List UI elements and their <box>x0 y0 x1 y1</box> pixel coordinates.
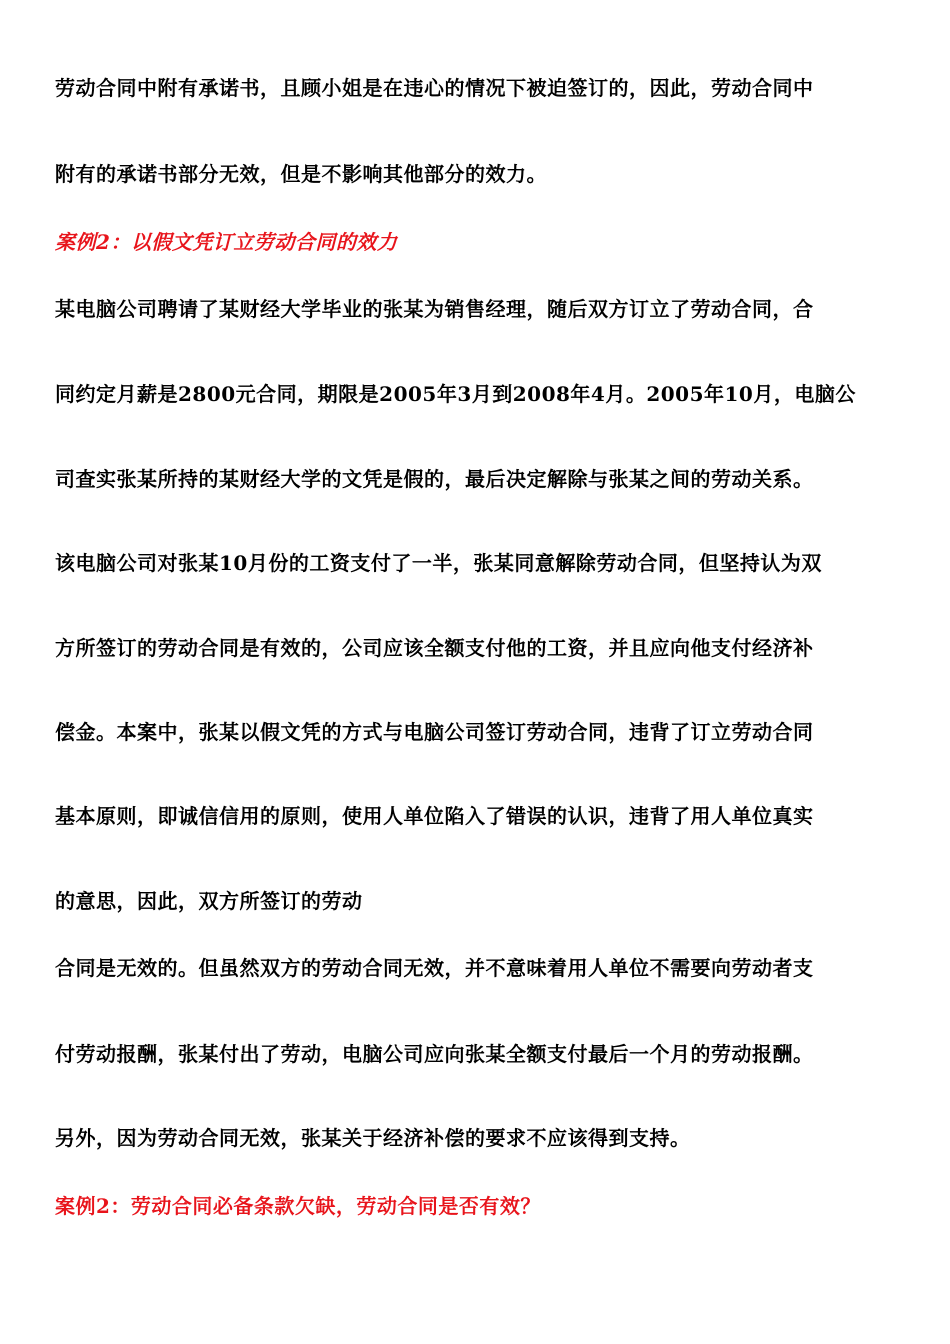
paragraph-2-line-9: 合同是无效的。但虽然双方的劳动合同无效，并不意味着用人单位不需要向劳动者支 <box>55 956 814 980</box>
paragraph-2-line-6: 偿金。本案中，张某以假文凭的方式与电脑公司签订劳动合同，违背了订立劳动合同 <box>55 720 814 744</box>
paragraph-1-line-2: 附有的承诺书部分无效，但是不影响其他部分的效力。 <box>55 162 547 186</box>
paragraph-2-line-5: 方所签订的劳动合同是有效的，公司应该全额支付他的工资，并且应向他支付经济补 <box>55 636 814 660</box>
paragraph-2-line-7: 基本原则，即诚信信用的原则，使用人单位陷入了错误的认识，违背了用人单位真实 <box>55 804 814 828</box>
paragraph-1-line-1: 劳动合同中附有承诺书，且顾小姐是在违心的情况下被迫签订的，因此，劳动合同中 <box>55 76 814 100</box>
paragraph-2-line-8: 的意思，因此，双方所签订的劳动 <box>55 889 363 913</box>
paragraph-2-line-11: 另外，因为劳动合同无效，张某关于经济补偿的要求不应该得到支持。 <box>55 1126 691 1150</box>
paragraph-2-line-4: 该电脑公司对张某10月份的工资支付了一半，张某同意解除劳动合同，但坚持认为双 <box>55 551 822 575</box>
case-2b-heading: 案例2：劳动合同必备条款欠缺，劳动合同是否有效？ <box>55 1194 541 1218</box>
paragraph-2-line-1: 某电脑公司聘请了某财经大学毕业的张某为销售经理，随后双方订立了劳动合同，合 <box>55 297 814 321</box>
paragraph-2-line-2: 同约定月薪是2800元合同，期限是2005年3月到2008年4月。2005年10月，电脑公 <box>55 382 856 406</box>
paragraph-2-line-10: 付劳动报酬，张某付出了劳动，电脑公司应向张某全额支付最后一个月的劳动报酬。 <box>55 1042 814 1066</box>
case-2-heading: 案例2：以假文凭订立劳动合同的效力 <box>55 230 398 254</box>
paragraph-2-line-3: 司查实张某所持的某财经大学的文凭是假的，最后决定解除与张某之间的劳动关系。 <box>55 467 814 491</box>
